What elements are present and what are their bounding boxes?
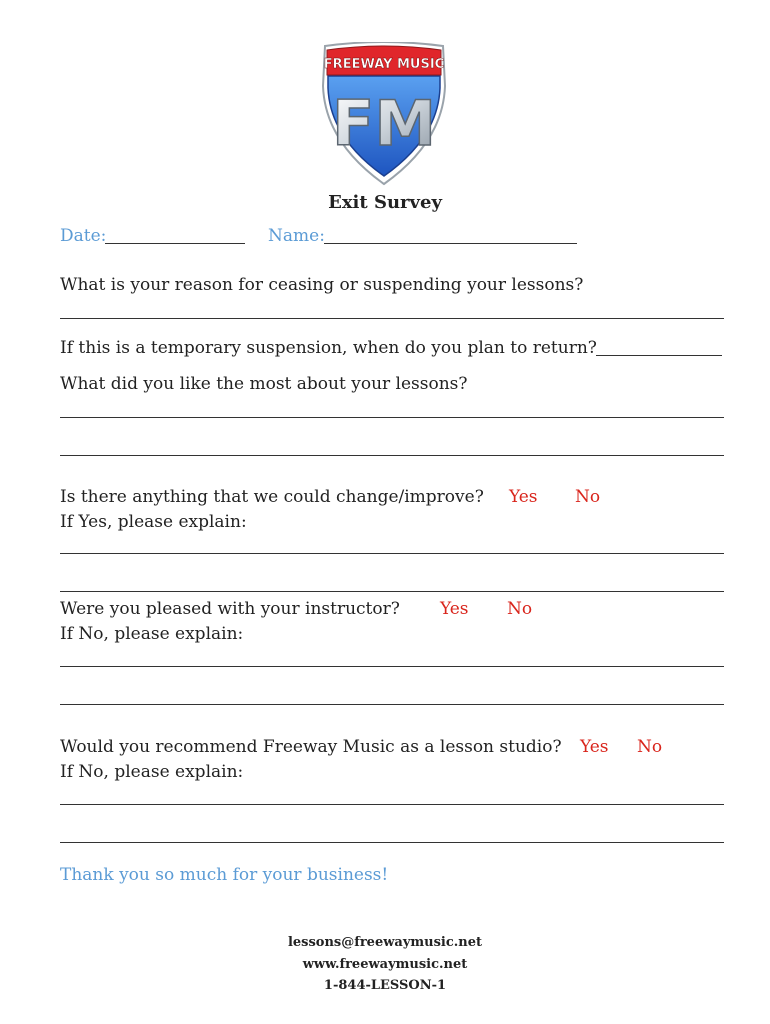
question-return: If this is a temporary suspension, when do you plan to return? xyxy=(60,338,597,358)
answer-line[interactable] xyxy=(60,704,724,705)
footer-website[interactable]: www.freewaymusic.net xyxy=(302,957,468,972)
date-field[interactable] xyxy=(105,243,245,244)
question-instructor: Were you pleased with your instructor? xyxy=(60,599,400,619)
answer-line[interactable] xyxy=(60,804,724,805)
recommend-no-option[interactable]: No xyxy=(637,737,663,757)
instructor-explain-label: If No, please explain: xyxy=(60,624,244,644)
answer-line[interactable] xyxy=(60,553,724,554)
answer-line[interactable] xyxy=(60,455,724,456)
instructor-no-option[interactable]: No xyxy=(507,599,533,619)
question-reason: What is your reason for ceasing or suspending your lessons? xyxy=(60,275,584,295)
logo-banner-text: FREEWAY MUSIC xyxy=(323,57,445,72)
improve-explain-label: If Yes, please explain: xyxy=(60,512,247,532)
footer-phone: 1-844-LESSON-1 xyxy=(323,978,447,993)
question-recommend: Would you recommend Freeway Music as a lesson studio? xyxy=(60,737,562,757)
freeway-music-logo xyxy=(313,42,455,188)
name-label: Name: xyxy=(268,226,325,246)
date-label: Date: xyxy=(60,226,107,246)
question-improve: Is there anything that we could change/improve? xyxy=(60,487,484,507)
instructor-yes-option[interactable]: Yes xyxy=(440,599,469,619)
improve-yes-option[interactable]: Yes xyxy=(509,487,538,507)
question-liked: What did you like the most about your lessons? xyxy=(60,374,468,394)
improve-no-option[interactable]: No xyxy=(575,487,601,507)
thank-you-message: Thank you so much for your business! xyxy=(60,865,389,885)
recommend-yes-option[interactable]: Yes xyxy=(580,737,609,757)
return-date-field[interactable] xyxy=(596,355,722,356)
answer-line[interactable] xyxy=(60,318,724,319)
footer-email[interactable]: lessons@freewaymusic.net xyxy=(287,935,483,950)
name-field[interactable] xyxy=(324,243,577,244)
logo-monogram: FM xyxy=(331,87,437,160)
answer-line[interactable] xyxy=(60,666,724,667)
answer-line[interactable] xyxy=(60,591,724,592)
answer-line[interactable] xyxy=(60,842,724,843)
recommend-explain-label: If No, please explain: xyxy=(60,762,244,782)
page-title: Exit Survey xyxy=(328,192,442,213)
answer-line[interactable] xyxy=(60,417,724,418)
